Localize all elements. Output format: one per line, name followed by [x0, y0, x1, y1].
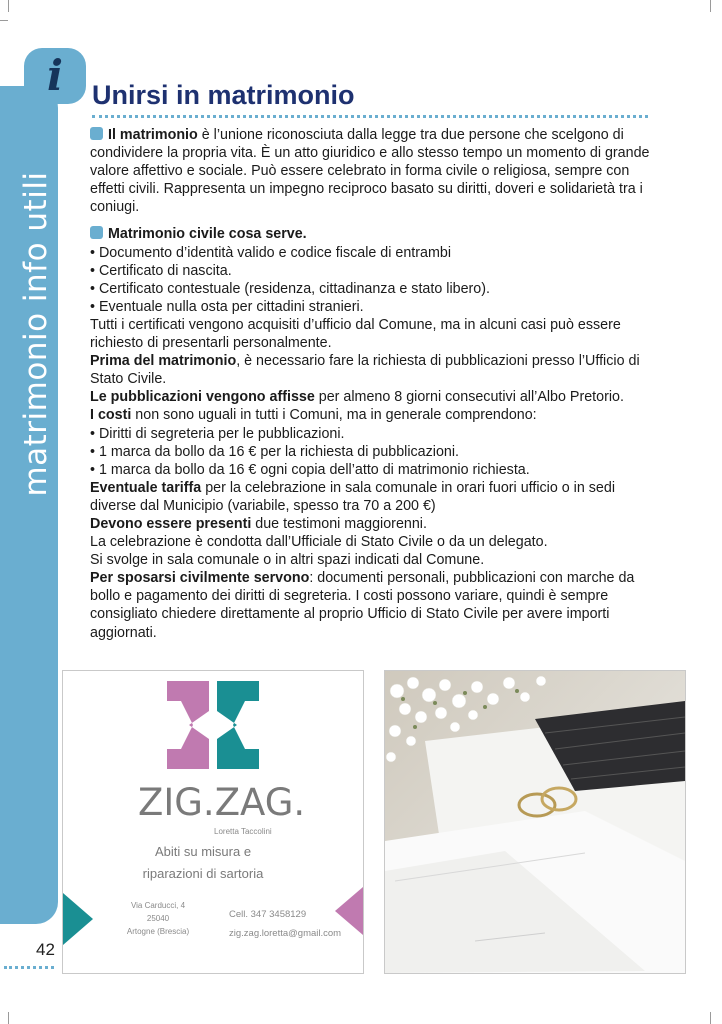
square-bullet-icon — [90, 127, 103, 140]
magenta-triangle-icon — [335, 887, 363, 935]
list-item: • Diritti di segreteria per le pubblicazioni. — [90, 425, 345, 442]
services-text: Abiti su misura e riparazioni di sartoria — [142, 844, 264, 881]
crop-mark — [8, 0, 9, 12]
crop-mark — [710, 0, 711, 12]
sidebar-label: matrimonio info utili — [18, 171, 54, 497]
page-number: 42 — [36, 940, 55, 959]
posted-paragraph: Le pubblicazioni vengono affisse per almeno 8 giorni consecutivi all’Albo Pretorio. — [90, 389, 624, 406]
costs-paragraph: I costi non sono uguali in tutti i Comuni, ma in generale comprendono: — [90, 407, 537, 424]
wedding-rings-image — [385, 671, 685, 973]
list-item: • Certificato contestuale (residenza, cittadinanza e stato libero). — [90, 280, 490, 297]
wedding-rings-photo — [384, 670, 686, 974]
sidebar — [0, 86, 58, 924]
advertisement — [62, 670, 364, 974]
phone-number: Cell. 347 3458129 — [229, 909, 307, 920]
square-bullet-icon — [90, 226, 103, 239]
summary-paragraph: Per sposarsi civilmente servono: documenti personali, pubblicazioni con marche da bollo e pagamento dei diritti di segreteria. I costi possono variare, quindi è sempre consigliato chiedere direttamente al proprio Ufficio di Stato Civile per avere importi aggiornati. — [90, 570, 635, 641]
certificates-note: Tutti i certificati vengono acquisiti d’ufficio dal Comune, ma in alcuni casi può essere richiesto di presentarli personalmente. — [90, 316, 621, 352]
section-heading: Matrimonio civile cosa serve. — [90, 225, 652, 243]
list-item: • Certificato di nascita. — [90, 262, 232, 279]
list-item: • 1 marca da bollo da 16 € ogni copia dell’atto di matrimonio richiesta. — [90, 461, 530, 478]
article-body — [90, 126, 652, 642]
info-icon: i — [47, 51, 63, 100]
before-paragraph: Prima del matrimonio, è necessario fare la richiesta di pubblicazioni presso l’Ufficio di Stato Civile. — [90, 353, 640, 388]
fee-paragraph: Eventuale tariffa per la celebrazione in sala comunale in orari fuori ufficio o in sedi diverse dal Municipio (variabile, spesso tra 70 a 200 €) — [90, 479, 616, 514]
email-address: zig.zag.loretta@gmail.com — [229, 928, 342, 939]
witnesses-paragraph: Devono essere presenti due testimoni maggiorenni. — [90, 515, 427, 532]
brand-name: ZIG.ZAG. — [138, 781, 306, 824]
contact-block — [229, 905, 341, 943]
title-dotted-rule — [92, 115, 648, 118]
officiant-paragraph: La celebrazione è condotta dall’Ufficiale di Stato Civile o da un delegato. — [90, 534, 548, 551]
intro-paragraph: Il matrimonio è l’unione riconosciuta dalla legge tra due persone che scelgono di condividere la propria vita. È un atto giuridico e allo stesso tempo un momento di grande valore affettivo e sociale. Può essere celebrato in forma civile o religiosa, sempre con effetti civili. Rappresenta un impegno reciproco basato su diritti, doveri e solidarietà tra i coniugi. — [90, 127, 650, 216]
info-badge — [24, 48, 86, 104]
list-item: • Eventuale nulla osta per cittadini stranieri. — [90, 298, 364, 315]
owner-name: Loretta Taccolini — [214, 827, 272, 836]
page-title: Unirsi in matrimonio — [92, 80, 355, 110]
crop-mark — [0, 20, 8, 21]
list-item: • 1 marca da bollo da 16 € per la richiesta di pubblicazioni. — [90, 443, 459, 460]
teal-triangle-icon — [63, 893, 93, 945]
dotted-divider — [4, 966, 54, 969]
zigzag-logo-icon — [167, 681, 259, 769]
crop-mark — [8, 1012, 9, 1024]
location-paragraph: Si svolge in sala comunale o in altri spazi indicati dal Comune. — [90, 552, 485, 569]
address-block: Via Carducci, 4 25040 Artogne (Brescia) — [126, 901, 190, 936]
crop-mark — [710, 1012, 711, 1024]
list-item: • Documento d’identità valido e codice fiscale di entrambi — [90, 244, 452, 261]
